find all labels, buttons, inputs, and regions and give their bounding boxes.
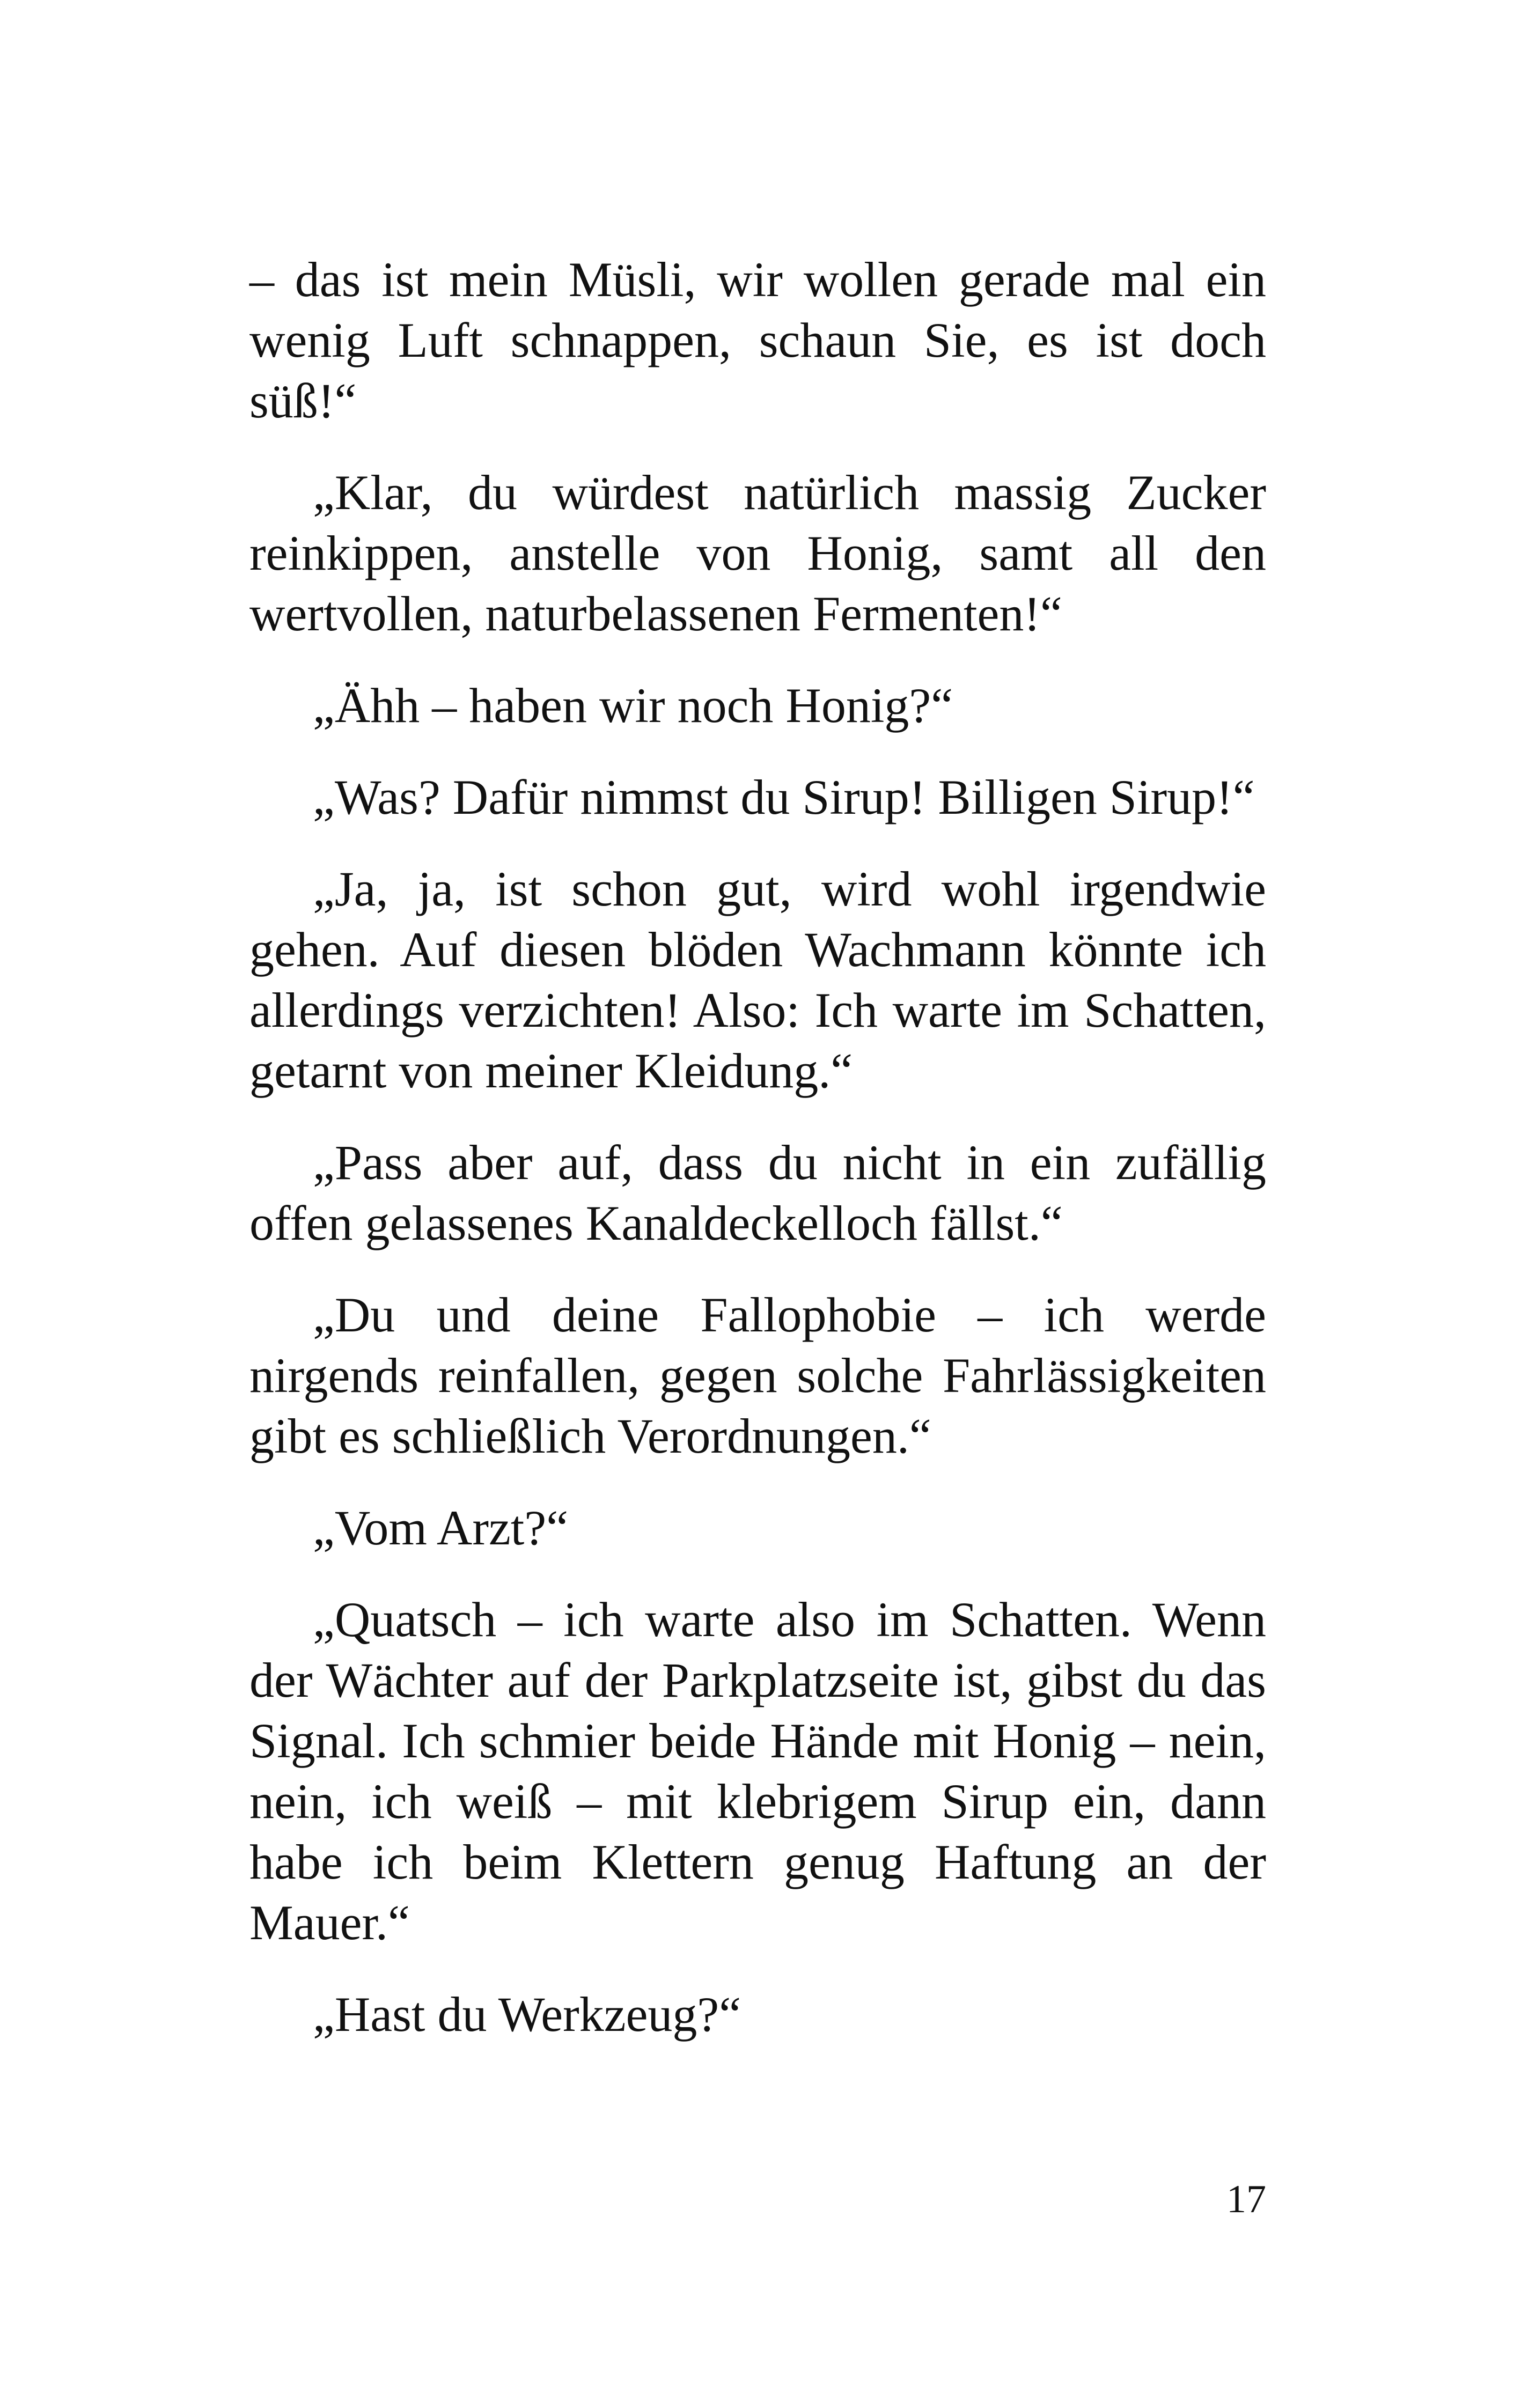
paragraph-9: „Quatsch – ich warte also im Schatten. Wenn der Wächter auf der Parkplatzseite ist, gibst du das Signal. Ich schmier beide Hände mit Honig – nein, nein, ich weiß – mit klebrigem Sirup ein, dann habe ich beim Klettern genug Haftung an der Mauer.“ [249,1592,1266,1950]
paragraph-5: „Ja, ja, ist schon gut, wird wohl irgendwie gehen. Auf diesen blöden Wachmann könnte ich allerdings verzichten! Also: Ich warte im Schatten, getarnt von meiner Kleidung.“ [249,861,1266,1098]
paragraph-4: „Was? Dafür nimmst du Sirup! Billigen Sirup!“ [313,770,1255,824]
paragraph-8: „Vom Arzt?“ [313,1500,569,1555]
paragraph-3: „Ähh – haben wir noch Honig?“ [313,678,953,733]
paragraph-10: „Hast du Werkzeug?“ [313,1987,741,2042]
body-text [249,249,1266,2076]
paragraph-1: – das ist mein Müsli, wir wollen gerade mal ein wenig Luft schnappen, schaun Sie, es ist doch süß!“ [249,252,1266,428]
paragraph-6: „Pass aber auf, dass du nicht in ein zufällig offen gelassenes Kanaldeckelloch fällst.“ [249,1135,1266,1250]
page-number: 17 [1226,2177,1266,2221]
paragraph-2: „Klar, du würdest natürlich massig Zucker reinkippen, anstelle von Honig, samt all den wertvollen, naturbelassenen Fermenten!“ [249,465,1266,641]
paragraph-7: „Du und deine Fallophobie – ich werde nirgends reinfallen, gegen solche Fahrlässigkeiten gibt es schließlich Verordnungen.“ [249,1287,1266,1463]
